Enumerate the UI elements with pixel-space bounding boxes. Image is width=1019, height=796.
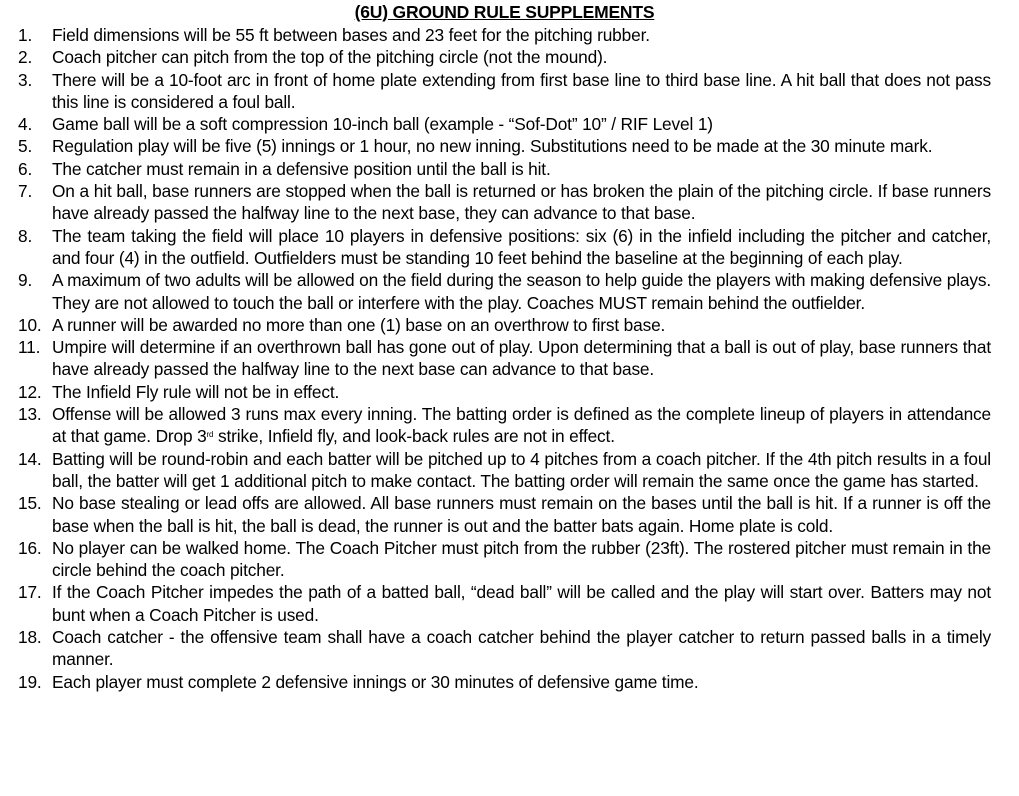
rule-text: There will be a 10-foot arc in front of home plate extending from first base line to third base line. A hit ball that does not pass this line is considered a foul ball.	[52, 69, 991, 112]
rule-number: 12.	[18, 381, 42, 402]
rule-item	[18, 336, 991, 381]
rule-number: 14.	[18, 448, 42, 469]
rule-item	[18, 581, 991, 626]
rule-number: 19.	[18, 671, 42, 692]
rule-item	[18, 46, 991, 68]
rule-number: 11.	[18, 337, 41, 358]
rule-number: 15.	[18, 493, 42, 514]
rule-text: No player can be walked home. The Coach Pitcher must pitch from the rubber (23ft). The rostered pitcher must remain in the circle behind the coach pitcher.	[52, 537, 991, 581]
rule-text: Umpire will determine if an overthrown ball has gone out of play. Upon determining that a ball is out of play, base runners that have already passed the halfway line to the next base can advance to that base.	[52, 337, 991, 380]
rule-text: The Infield Fly rule will not be in effect.	[52, 381, 340, 402]
rule-number: 17.	[18, 582, 42, 603]
rule-text: Batting will be round-robin and each batter will be pitched up to 4 pitches from a coach pitcher. If the 4th pitch results in a foul ball, the batter will get 1 additional pitch to make contact. The batting order will remain the same once the game has started.	[52, 448, 991, 491]
page-title: (6U) GROUND RULE SUPPLEMENTS	[354, 2, 655, 22]
rule-item	[18, 448, 991, 493]
rule-text: On a hit ball, base runners are stopped when the ball is returned or has broken the plain of the pitching circle. If base runners have already passed the halfway line to the next base, they can advance to that base.	[52, 181, 991, 224]
rule-text: No base stealing or lead offs are allowed. All base runners must remain on the bases until the ball is hit. If a runner is off the base when the ball is hit, the ball is dead, the runner is out and the batter bats again. Home plate is cold.	[52, 493, 991, 536]
rule-item	[18, 626, 991, 671]
rule-item	[18, 537, 991, 582]
rule-text: Field dimensions will be 55 ft between bases and 23 feet for the pitching rubber.	[52, 25, 650, 45]
rule-text: Coach pitcher can pitch from the top of the pitching circle (not the mound).	[52, 47, 608, 68]
rule-item	[18, 158, 991, 180]
rule-text: A maximum of two adults will be allowed on the field during the season to help guide the players with making defensive plays. They are not allowed to touch the ball or interfere with the play. Coaches MUST remain behind the outfielder.	[52, 270, 991, 313]
rule-text: Regulation play will be five (5) innings or 1 hour, no new inning. Substitutions need to be made at the 30 minute mark.	[52, 136, 933, 157]
rule-text	[52, 403, 991, 448]
rule-text: Coach catcher - the offensive team shall have a coach catcher behind the player catcher to return passed balls in a timely manner.	[52, 627, 991, 670]
rule-item	[18, 113, 991, 135]
rule-text: The team taking the field will place 10 players in defensive positions: six (6) in the infield including the pitcher and catcher, and four (4) in the outfield. Outfielders must be standing 10 feet behind the baseline at the beginning of each play.	[52, 225, 991, 268]
rule-item	[18, 381, 991, 403]
rule-item	[18, 225, 991, 270]
rules-list	[18, 24, 991, 693]
rule-item	[18, 69, 991, 114]
rule-number: 7.	[18, 181, 33, 202]
rule-text: Game ball will be a soft compression 10-inch ball (example - “Sof-Dot” 10” / RIF Level 1)	[52, 114, 713, 135]
rule-number: 1.	[18, 25, 33, 45]
rule-text: If the Coach Pitcher impedes the path of a batted ball, “dead ball” will be called and the play will start over. Batters may not bunt when a Coach Pitcher is used.	[52, 582, 991, 625]
rule-number: 2.	[18, 47, 33, 68]
rule-number: 6.	[18, 158, 33, 179]
rule-text-part: strike, Infield fly, and look-back rules are not in effect.	[213, 426, 615, 447]
rule-item	[18, 269, 991, 314]
rule-text-part: Offense will be allowed 3 runs max every inning. The batting order is defined as the complete lineup of players in attendance at that game. Drop 3	[52, 404, 991, 447]
rule-number: 16.	[18, 537, 42, 558]
rule-item	[18, 135, 991, 157]
rule-item	[18, 24, 991, 46]
rule-number: 3.	[18, 69, 33, 90]
rule-item	[18, 314, 991, 336]
rule-item	[18, 492, 991, 537]
rule-text: The catcher must remain in a defensive position until the ball is hit.	[52, 158, 551, 179]
rule-number: 8.	[18, 225, 33, 246]
rule-item	[18, 671, 991, 693]
rule-number: 13.	[18, 404, 42, 425]
rule-text: Each player must complete 2 defensive innings or 30 minutes of defensive game time.	[52, 671, 699, 692]
rule-item	[18, 180, 991, 225]
rule-number: 9.	[18, 270, 33, 291]
ordinal-suffix: rd	[206, 430, 214, 440]
rule-text: A runner will be awarded no more than one (1) base on an overthrow to first base.	[52, 314, 666, 335]
rule-number: 5.	[18, 136, 33, 157]
rule-number: 4.	[18, 114, 33, 135]
rule-number: 18.	[18, 627, 42, 648]
rule-item	[18, 403, 991, 448]
rule-number: 10.	[18, 314, 42, 335]
